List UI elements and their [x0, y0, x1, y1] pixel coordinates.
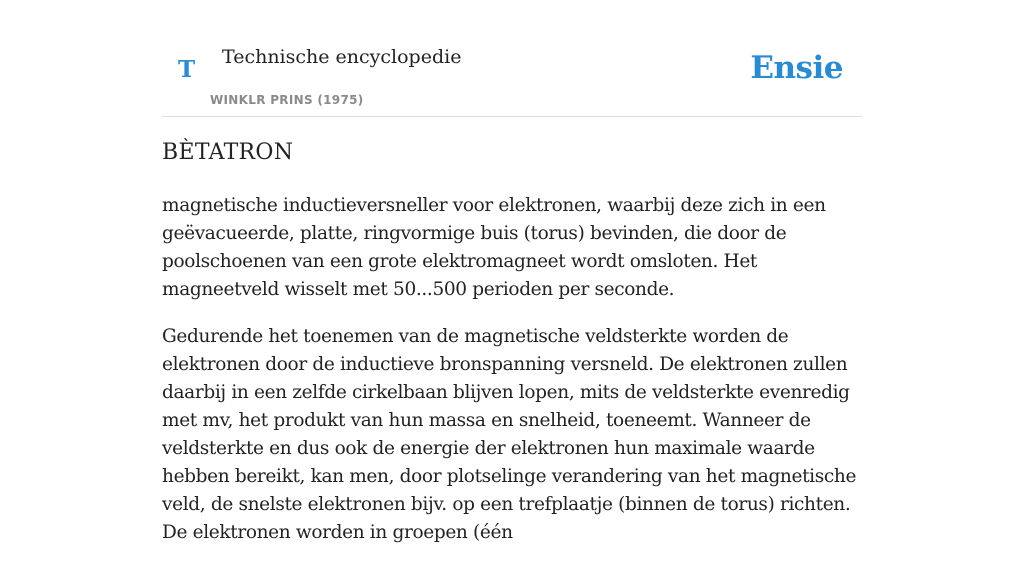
source-title-link[interactable]: Technische encyclopedie — [222, 46, 462, 68]
entry-paragraph: Gedurende het toenemen van de magnetische veldsterkte worden de elektronen door de inductieve bronspanning versneld. De elektronen zullen daarbij in een zelfde cirkelbaan blijven lopen, mits de veldsterkte evenredig met mv, het produkt van hun massa en snelheid, toeneemt. Wanneer de veldsterkte en dus ook de energie der elektronen hun maximale waarde hebben bereikt, kan men, door plotselinge verandering van het magnetische veld, de snelste elektronen bijv. op een trefplaatje (binnen de torus) richten. De elektronen worden in groepen (één — [162, 326, 857, 543]
entry-paragraph: magnetische inductieversneller voor elektronen, waarbij deze zich in een geëvacueerde, platte, ringvormige buis (torus) bevinden, die door de poolschoenen van een grote elektromagneet wordt omsloten. Het magneetveld wisselt met 50...500 perioden per seconde. — [162, 195, 826, 300]
source-subtitle: WINKLR PRINS (1975) — [210, 93, 364, 107]
entry-content — [162, 192, 866, 566]
header — [162, 36, 862, 117]
source-logo[interactable]: T — [178, 56, 196, 83]
brand-logo[interactable]: Ensie — [750, 50, 843, 86]
entry-title: BÈTATRON — [162, 140, 294, 165]
